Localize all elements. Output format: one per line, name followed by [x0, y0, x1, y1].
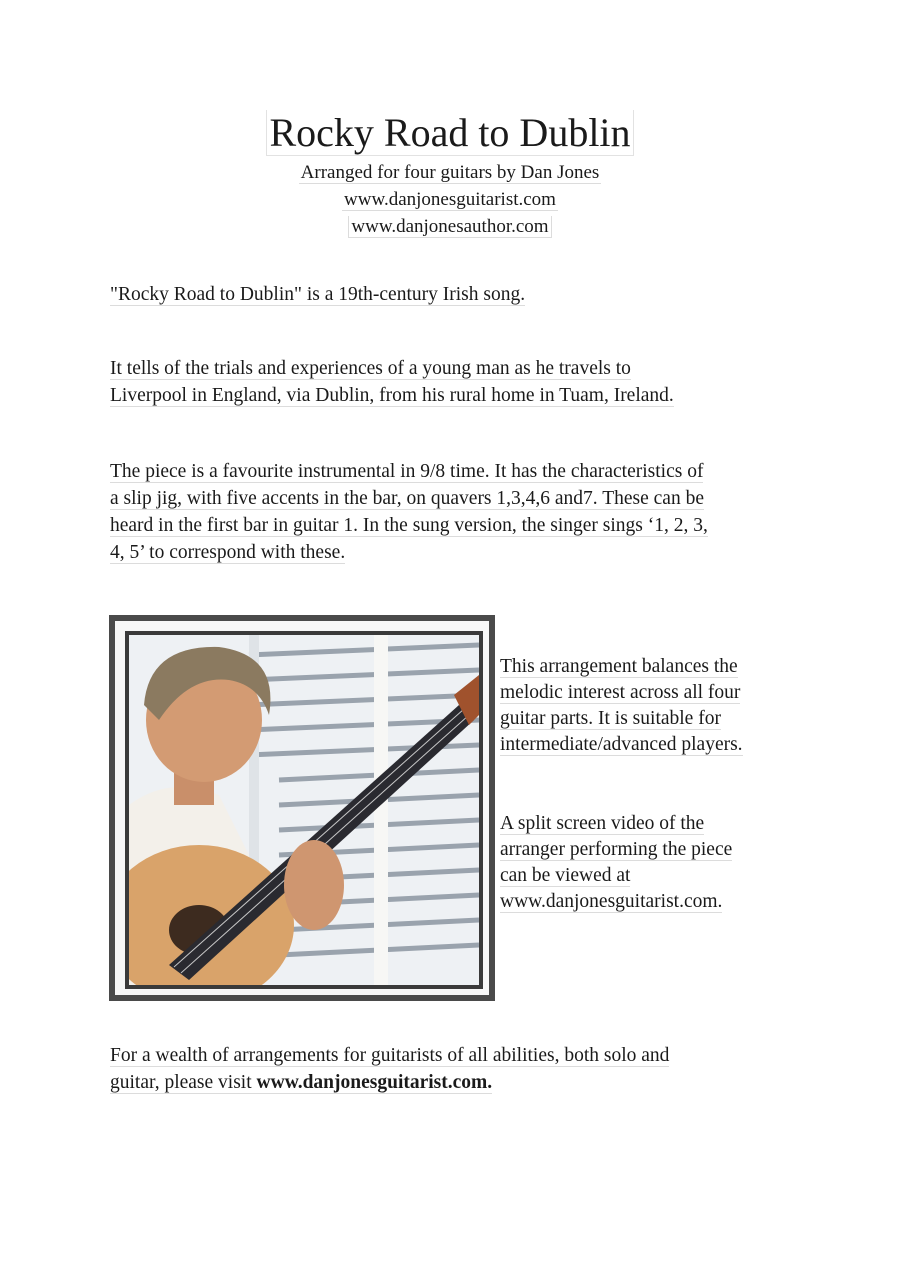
footer-paragraph: For a wealth of arrangements for guitarists of all abilities, both solo and guitar, please visit www.danjonesguitarist.com. [110, 1045, 670, 1093]
time-signature-paragraph: The piece is a favourite instrumental in 9/8 time. It has the characteristics of a slip jig, with five accents in the bar, on quavers 1,3,4,6 and7. These can be heard in the first bar in guitar 1. In the sung version, the singer sings ‘1, 2, 3, 4, 5’ to correspond with these. [110, 461, 708, 563]
footer-website-link[interactable]: www.danjonesguitarist.com. [256, 1072, 493, 1093]
video-link[interactable]: www.danjonesguitarist.com. [500, 891, 723, 912]
subtitle: Arranged for four guitars by Dan Jones [300, 162, 600, 183]
guitarist-illustration [129, 635, 479, 985]
photo-frame [109, 615, 495, 1001]
video-description: A split screen video of the arranger performing the piece can be viewed at www.danjonesguitarist.com. [500, 813, 733, 912]
website-link-author[interactable]: www.danjonesauthor.com [0, 214, 900, 240]
arrangement-description: This arrangement balances the melodic interest across all four guitar parts. It is suitable for intermediate/advanced players. [500, 656, 743, 755]
page-title: Rocky Road to Dublin [0, 108, 900, 158]
website-link-guitarist[interactable]: www.danjonesguitarist.com [344, 189, 556, 210]
guitarist-photo [125, 631, 483, 989]
story-paragraph: It tells of the trials and experiences of a young man as he travels to Liverpool in England, via Dublin, from his rural home in Tuam, Ireland. [110, 358, 674, 406]
intro-paragraph: "Rocky Road to Dublin" is a 19th-century Irish song. [110, 284, 526, 305]
